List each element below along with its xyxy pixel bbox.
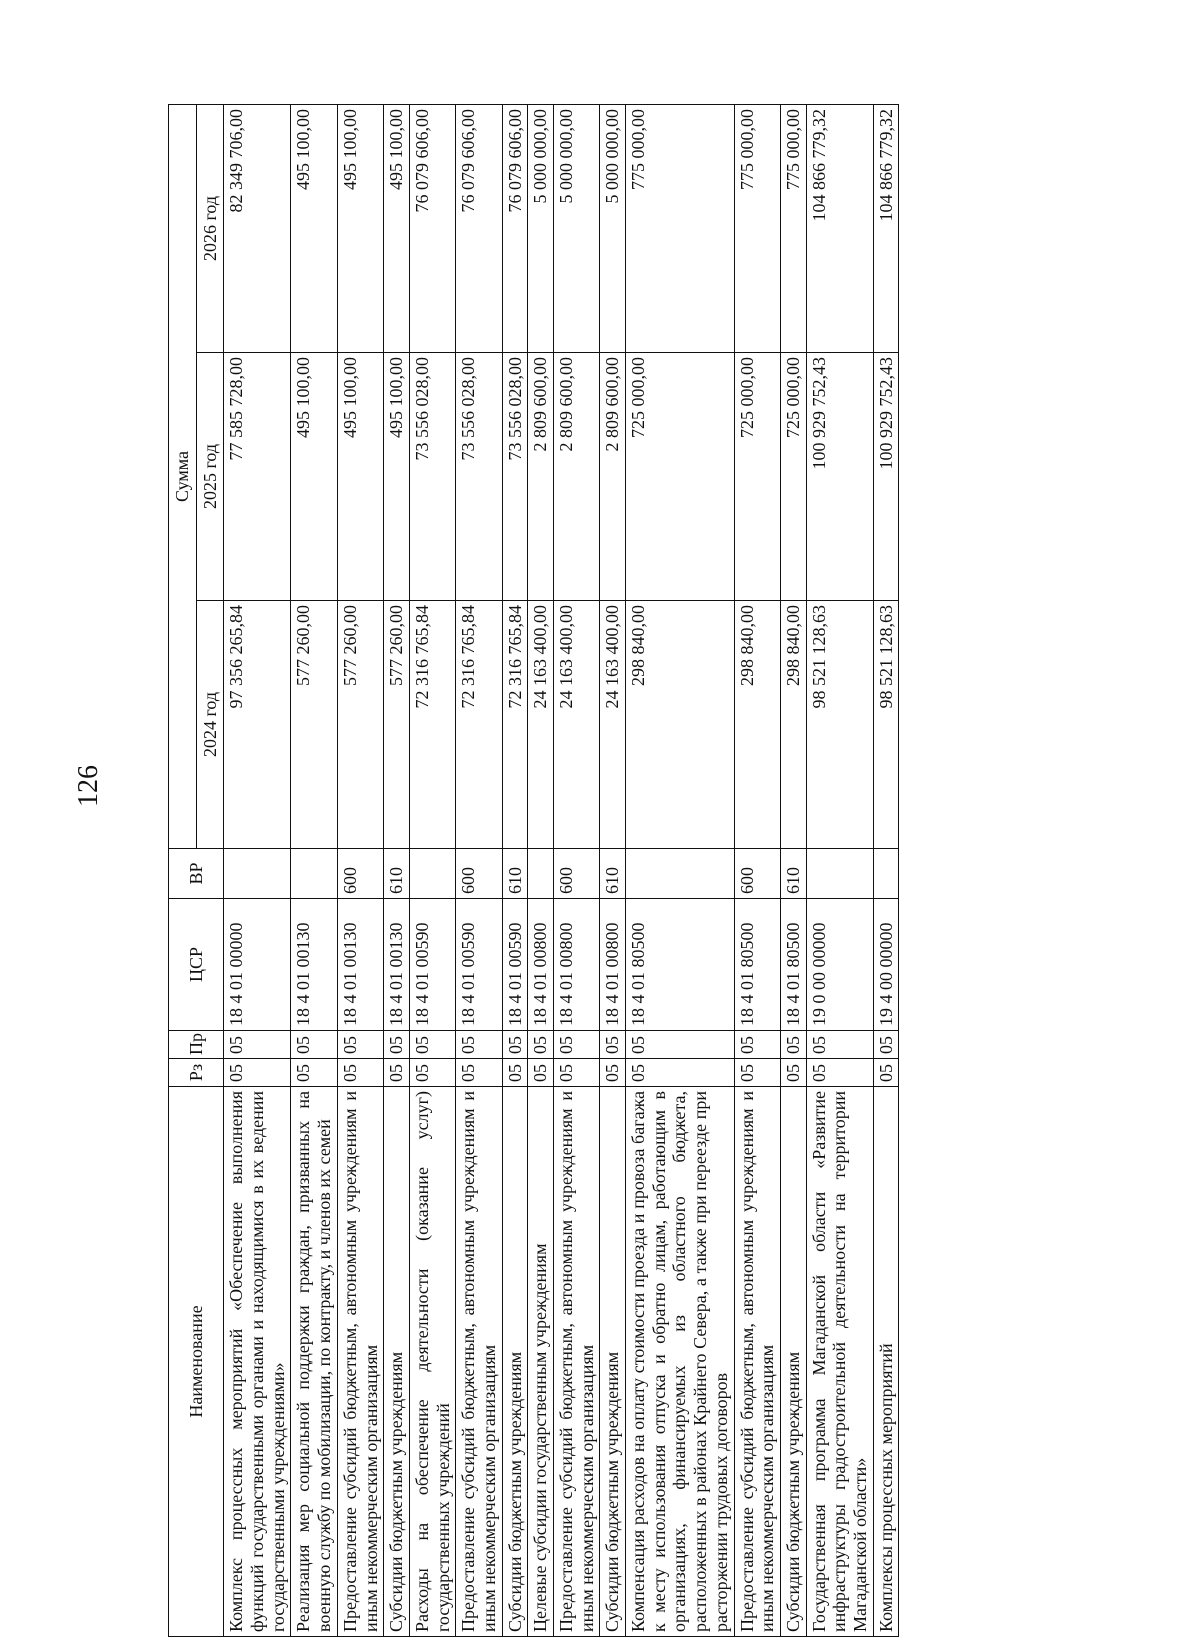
row-sum-2026: 104 866 779,32 — [873, 104, 899, 352]
row-csr: 18 4 01 80500 — [626, 899, 734, 1031]
row-sum-2025: 495 100,00 — [291, 353, 337, 601]
row-name: Реализация мер социальной поддержки граждан, призванных на военную службу по мобилизации, по контракту, и членов их семей — [291, 1087, 337, 1637]
row-pr: 05 — [806, 1031, 873, 1059]
row-pr: 05 — [384, 1031, 410, 1059]
table-row — [528, 104, 554, 1636]
row-csr: 18 4 01 80500 — [780, 899, 806, 1031]
row-sum-2026: 775 000,00 — [780, 104, 806, 352]
row-pr: 05 — [873, 1031, 899, 1059]
row-csr: 19 4 00 00000 — [873, 899, 899, 1031]
row-vr — [528, 849, 554, 899]
row-pr: 05 — [337, 1031, 383, 1059]
row-sum-2026: 82 349 706,00 — [224, 104, 291, 352]
row-vr: 610 — [600, 849, 626, 899]
row-sum-2025: 73 556 028,00 — [502, 353, 528, 601]
row-csr: 18 4 01 00590 — [409, 899, 455, 1031]
table-row — [291, 104, 337, 1636]
row-pr: 05 — [291, 1031, 337, 1059]
row-sum-2024: 98 521 128,63 — [873, 601, 899, 849]
table-row — [409, 104, 455, 1636]
row-sum-2026: 5 000 000,00 — [554, 104, 600, 352]
row-sum-2026: 5 000 000,00 — [528, 104, 554, 352]
row-rz: 05 — [554, 1059, 600, 1087]
row-sum-2025: 2 809 600,00 — [554, 353, 600, 601]
row-sum-2024: 97 356 265,84 — [224, 601, 291, 849]
rotated-table-wrapper — [168, 105, 1074, 1637]
row-rz: 05 — [456, 1059, 502, 1087]
row-sum-2025: 73 556 028,00 — [409, 353, 455, 601]
table-row — [600, 104, 626, 1636]
row-sum-2026: 775 000,00 — [734, 104, 780, 352]
row-sum-2026: 76 079 606,00 — [409, 104, 455, 352]
row-vr — [806, 849, 873, 899]
table-row — [384, 104, 410, 1636]
row-rz: 05 — [780, 1059, 806, 1087]
row-rz: 05 — [337, 1059, 383, 1087]
header-sum: Сумма — [169, 104, 197, 848]
row-sum-2025: 725 000,00 — [780, 353, 806, 601]
row-sum-2026: 76 079 606,00 — [456, 104, 502, 352]
row-rz: 05 — [806, 1059, 873, 1087]
table-row — [734, 104, 780, 1636]
row-csr: 18 4 01 00130 — [291, 899, 337, 1031]
row-vr: 600 — [337, 849, 383, 899]
row-vr: 600 — [554, 849, 600, 899]
row-pr: 05 — [456, 1031, 502, 1059]
row-sum-2025: 2 809 600,00 — [528, 353, 554, 601]
row-sum-2024: 298 840,00 — [734, 601, 780, 849]
row-sum-2025: 495 100,00 — [384, 353, 410, 601]
row-rz: 05 — [384, 1059, 410, 1087]
row-rz: 05 — [734, 1059, 780, 1087]
row-name: Предоставление субсидий бюджетным, автономным учреждениям и иным некоммерческим организациям — [554, 1087, 600, 1637]
row-name: Субсидии бюджетным учреждениям — [780, 1087, 806, 1637]
row-sum-2025: 100 929 752,43 — [873, 353, 899, 601]
row-csr: 18 4 01 00800 — [554, 899, 600, 1031]
header-csr: ЦСР — [169, 899, 224, 1031]
table-row — [626, 104, 734, 1636]
row-csr: 18 4 01 00000 — [224, 899, 291, 1031]
row-sum-2025: 725 000,00 — [626, 353, 734, 601]
table-row — [780, 104, 806, 1636]
header-pr: Пр — [169, 1031, 224, 1059]
row-pr: 05 — [554, 1031, 600, 1059]
row-rz: 05 — [409, 1059, 455, 1087]
row-name: Субсидии бюджетным учреждениям — [384, 1087, 410, 1637]
row-csr: 18 4 01 00800 — [528, 899, 554, 1031]
row-name: Субсидии бюджетным учреждениям — [600, 1087, 626, 1637]
table-row — [456, 104, 502, 1636]
row-vr — [291, 849, 337, 899]
row-csr: 18 4 01 00130 — [384, 899, 410, 1031]
row-name: Государственная программа Магаданской области «Развитие инфраструктуры градостроительной деятельности на территории Магаданской области» — [806, 1087, 873, 1637]
row-pr: 05 — [224, 1031, 291, 1059]
row-rz: 05 — [224, 1059, 291, 1087]
row-csr: 19 0 00 00000 — [806, 899, 873, 1031]
page-number: 126 — [73, 765, 104, 807]
header-year-2025: 2025 год — [196, 353, 224, 601]
row-sum-2024: 98 521 128,63 — [806, 601, 873, 849]
row-name: Целевые субсидии государственным учреждениям — [528, 1087, 554, 1637]
row-sum-2026: 76 079 606,00 — [502, 104, 528, 352]
row-sum-2024: 72 316 765,84 — [456, 601, 502, 849]
row-vr: 600 — [734, 849, 780, 899]
row-sum-2025: 2 809 600,00 — [600, 353, 626, 601]
row-rz: 05 — [600, 1059, 626, 1087]
row-name: Комплекс процессных мероприятий «Обеспечение выполнения функций государственными органами и находящимися в их ведении государственными учреждениями» — [224, 1087, 291, 1637]
row-vr: 600 — [456, 849, 502, 899]
row-csr: 18 4 01 00590 — [456, 899, 502, 1031]
header-year-2026: 2026 год — [196, 104, 224, 352]
row-vr — [409, 849, 455, 899]
row-pr: 05 — [780, 1031, 806, 1059]
row-sum-2024: 24 163 400,00 — [528, 601, 554, 849]
row-sum-2024: 24 163 400,00 — [554, 601, 600, 849]
table-row — [337, 104, 383, 1636]
header-vr: ВР — [169, 849, 224, 899]
row-vr: 610 — [502, 849, 528, 899]
row-pr: 05 — [409, 1031, 455, 1059]
row-sum-2025: 100 929 752,43 — [806, 353, 873, 601]
row-pr: 05 — [528, 1031, 554, 1059]
row-sum-2024: 298 840,00 — [626, 601, 734, 849]
row-name: Предоставление субсидий бюджетным, автономным учреждениям и иным некоммерческим организациям — [337, 1087, 383, 1637]
row-vr: 610 — [780, 849, 806, 899]
table-row — [873, 104, 899, 1636]
row-sum-2026: 495 100,00 — [384, 104, 410, 352]
row-pr: 05 — [502, 1031, 528, 1059]
row-sum-2026: 104 866 779,32 — [806, 104, 873, 352]
budget-table — [168, 104, 899, 1637]
row-pr: 05 — [734, 1031, 780, 1059]
row-vr — [873, 849, 899, 899]
row-name: Предоставление субсидий бюджетным, автономным учреждениям и иным некоммерческим организациям — [734, 1087, 780, 1637]
table-row — [806, 104, 873, 1636]
row-vr — [626, 849, 734, 899]
row-rz: 05 — [873, 1059, 899, 1087]
row-vr: 610 — [384, 849, 410, 899]
table-header — [169, 104, 224, 1636]
row-sum-2024: 72 316 765,84 — [409, 601, 455, 849]
row-sum-2024: 298 840,00 — [780, 601, 806, 849]
row-csr: 18 4 01 00590 — [502, 899, 528, 1031]
row-rz: 05 — [528, 1059, 554, 1087]
row-name: Субсидии бюджетным учреждениям — [502, 1087, 528, 1637]
header-year-2024: 2024 год — [196, 601, 224, 849]
row-name: Комплексы процессных мероприятий — [873, 1087, 899, 1637]
row-sum-2024: 577 260,00 — [337, 601, 383, 849]
header-name: Наименование — [169, 1087, 224, 1637]
row-sum-2026: 5 000 000,00 — [600, 104, 626, 352]
row-sum-2026: 495 100,00 — [291, 104, 337, 352]
row-rz: 05 — [626, 1059, 734, 1087]
row-rz: 05 — [291, 1059, 337, 1087]
row-csr: 18 4 01 00130 — [337, 899, 383, 1031]
table-row — [554, 104, 600, 1636]
row-sum-2024: 24 163 400,00 — [600, 601, 626, 849]
row-csr: 18 4 01 00800 — [600, 899, 626, 1031]
row-sum-2024: 577 260,00 — [384, 601, 410, 849]
table-body — [224, 104, 899, 1636]
header-rz: Рз — [169, 1059, 224, 1087]
row-sum-2026: 495 100,00 — [337, 104, 383, 352]
row-rz: 05 — [502, 1059, 528, 1087]
row-pr: 05 — [626, 1031, 734, 1059]
row-sum-2024: 72 316 765,84 — [502, 601, 528, 849]
row-sum-2024: 577 260,00 — [291, 601, 337, 849]
row-sum-2025: 495 100,00 — [337, 353, 383, 601]
row-name: Расходы на обеспечение деятельности (оказание услуг) государственных учреждений — [409, 1087, 455, 1637]
row-sum-2025: 73 556 028,00 — [456, 353, 502, 601]
row-name: Компенсация расходов на оплату стоимости проезда и провоза багажа к месту использования отпуска и обратно лицам, работающим в организациях, финансируемых из областного бюджета, расположенных в районах Крайнего Севера, а также при переезде при расторжении трудовых договоров — [626, 1087, 734, 1637]
row-vr — [224, 849, 291, 899]
row-csr: 18 4 01 80500 — [734, 899, 780, 1031]
row-sum-2026: 775 000,00 — [626, 104, 734, 352]
row-name: Предоставление субсидий бюджетным, автономным учреждениям и иным некоммерческим организациям — [456, 1087, 502, 1637]
row-sum-2025: 77 585 728,00 — [224, 353, 291, 601]
row-sum-2025: 725 000,00 — [734, 353, 780, 601]
table-row — [224, 104, 291, 1636]
row-pr: 05 — [600, 1031, 626, 1059]
table-row — [502, 104, 528, 1636]
